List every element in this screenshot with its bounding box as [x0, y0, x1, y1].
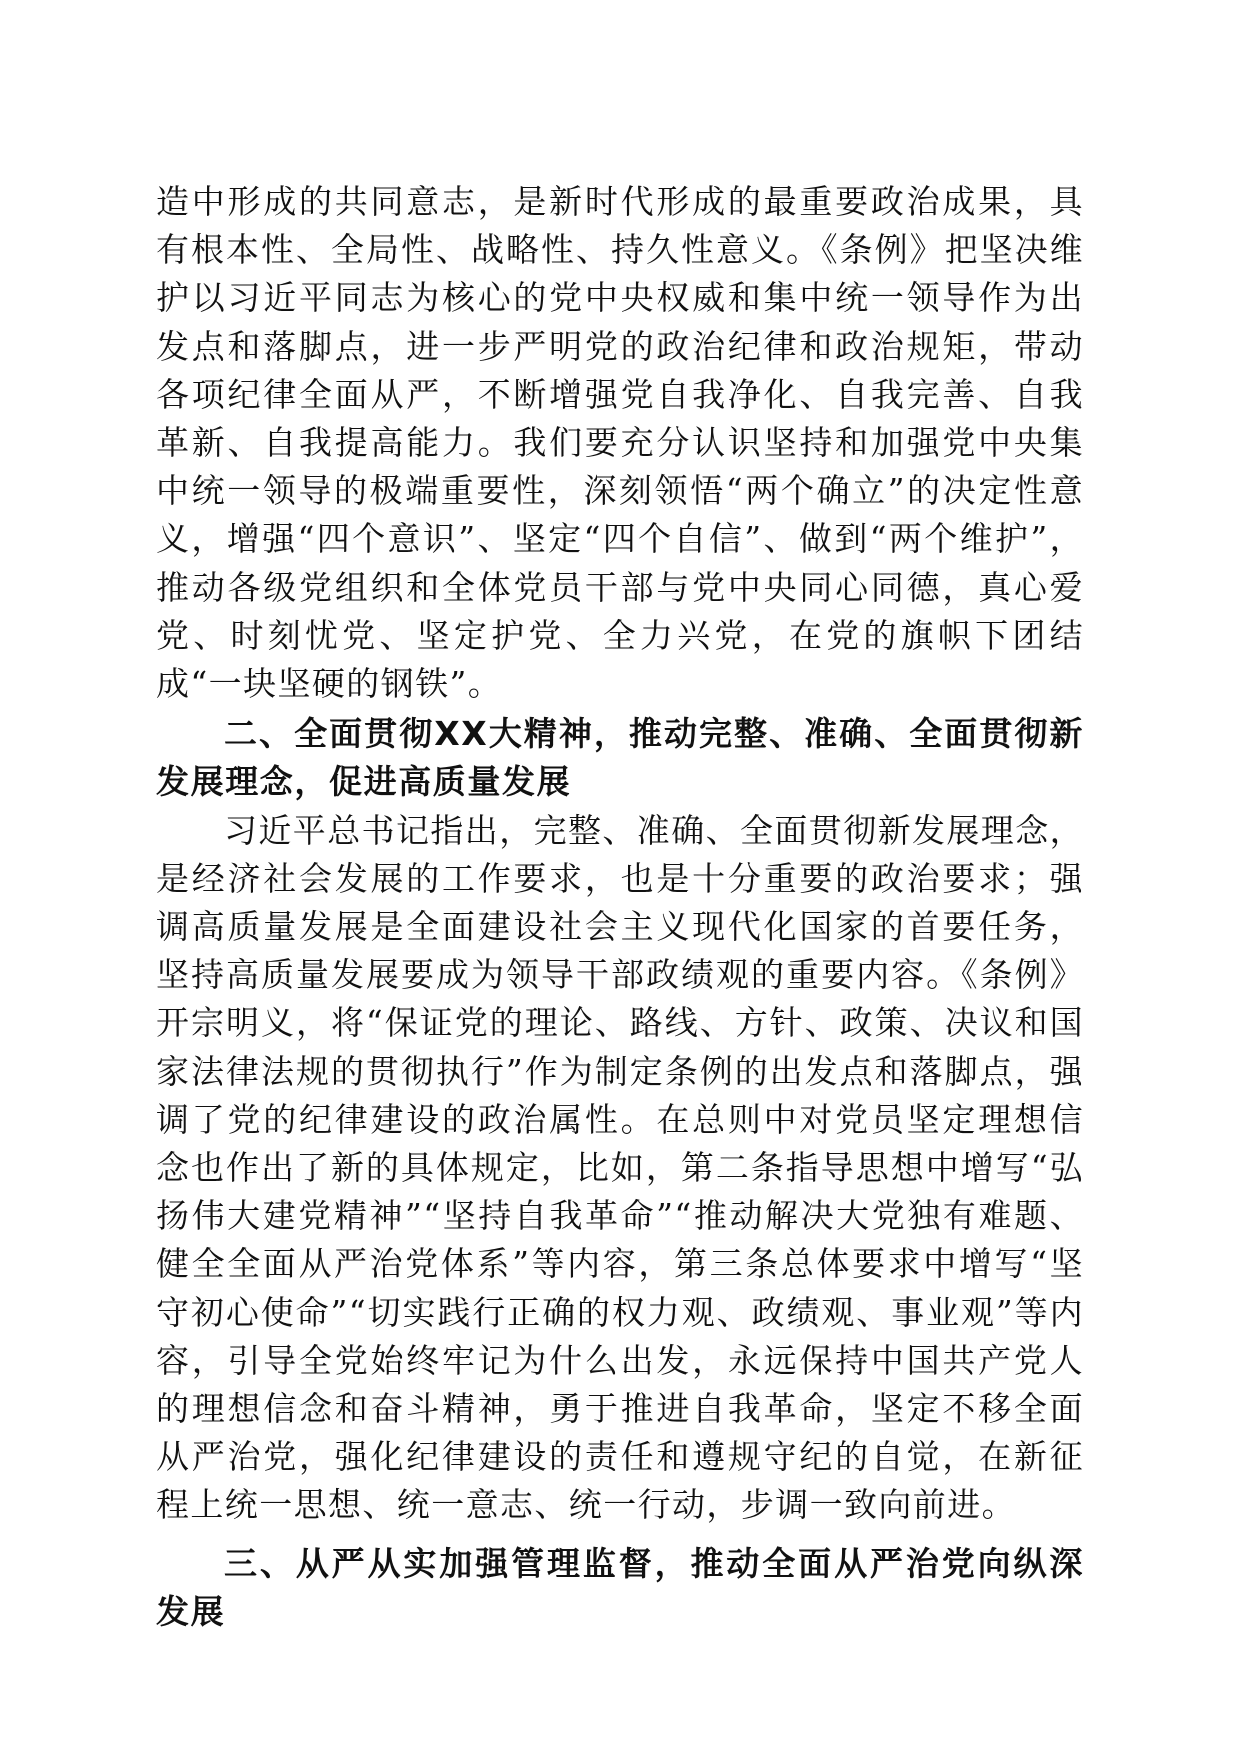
body-paragraph-section-2: 习近平总书记指出，完整、准确、全面贯彻新发展理念，是经济社会发展的工作要求，也是十分重要的政治要求；强调高质量发展是全面建设社会主义现代化国家的首要任务，坚持高质量发展要成为领导干部政绩观的重要内容。《条例》开宗明义，将“保证党的理论、路线、方针、政策、决议和国家法律法规的贯彻执行”作为制定条例的出发点和落脚点，强调了党的纪律建设的政治属性。在总则中对党员坚定理想信念也作出了新的具体规定，比如，第二条指导思想中增写“弘扬伟大建党精神”“坚持自我革命”“推动解决大党独有难题、健全全面从严治党体系”等内容，第三条总体要求中增写“坚守初心使命”“切实践行正确的权力观、政绩观、事业观”等内容，引导全党始终牢记为什么出发，永远保持中国共产党人的理想信念和奋斗精神，勇于推进自我革命，坚定不移全面从严治党，强化纪律建设的责任和遵规守纪的自觉，在新征程上统一思想、统一意志、统一行动，步调一致向前进。 [156, 810, 1084, 1525]
body-paragraph-continuation: 造中形成的共同意志，是新时代形成的最重要政治成果，具有根本性、全局性、战略性、持久性意义。《条例》把坚决维护以习近平同志为核心的党中央权威和集中统一领导作为出发点和落脚点，进一步严明党的政治纪律和政治规矩，带动各项纪律全面从严，不断增强党自我净化、自我完善、自我革新、自我提高能力。我们要充分认识坚持和加强党中央集中统一领导的极端重要性，深刻领悟“两个确立”的决定性意义，增强“四个意识”、坚定“四个自信”、做到“两个维护”，推动各级党组织和全体党员干部与党中央同心同德，真心爱党、时刻忧党、坚定护党、全力兴党，在党的旗帜下团结成“一块坚硬的钢铁”。 [156, 182, 1084, 704]
section-heading-2: 二、全面贯彻XX大精神，推动完整、准确、全面贯彻新发展理念，促进高质量发展 [156, 714, 1084, 802]
section-heading-3: 三、从严从实加强管理监督，推动全面从严治党向纵深发展 [156, 1543, 1084, 1631]
document-body [156, 178, 1084, 1636]
